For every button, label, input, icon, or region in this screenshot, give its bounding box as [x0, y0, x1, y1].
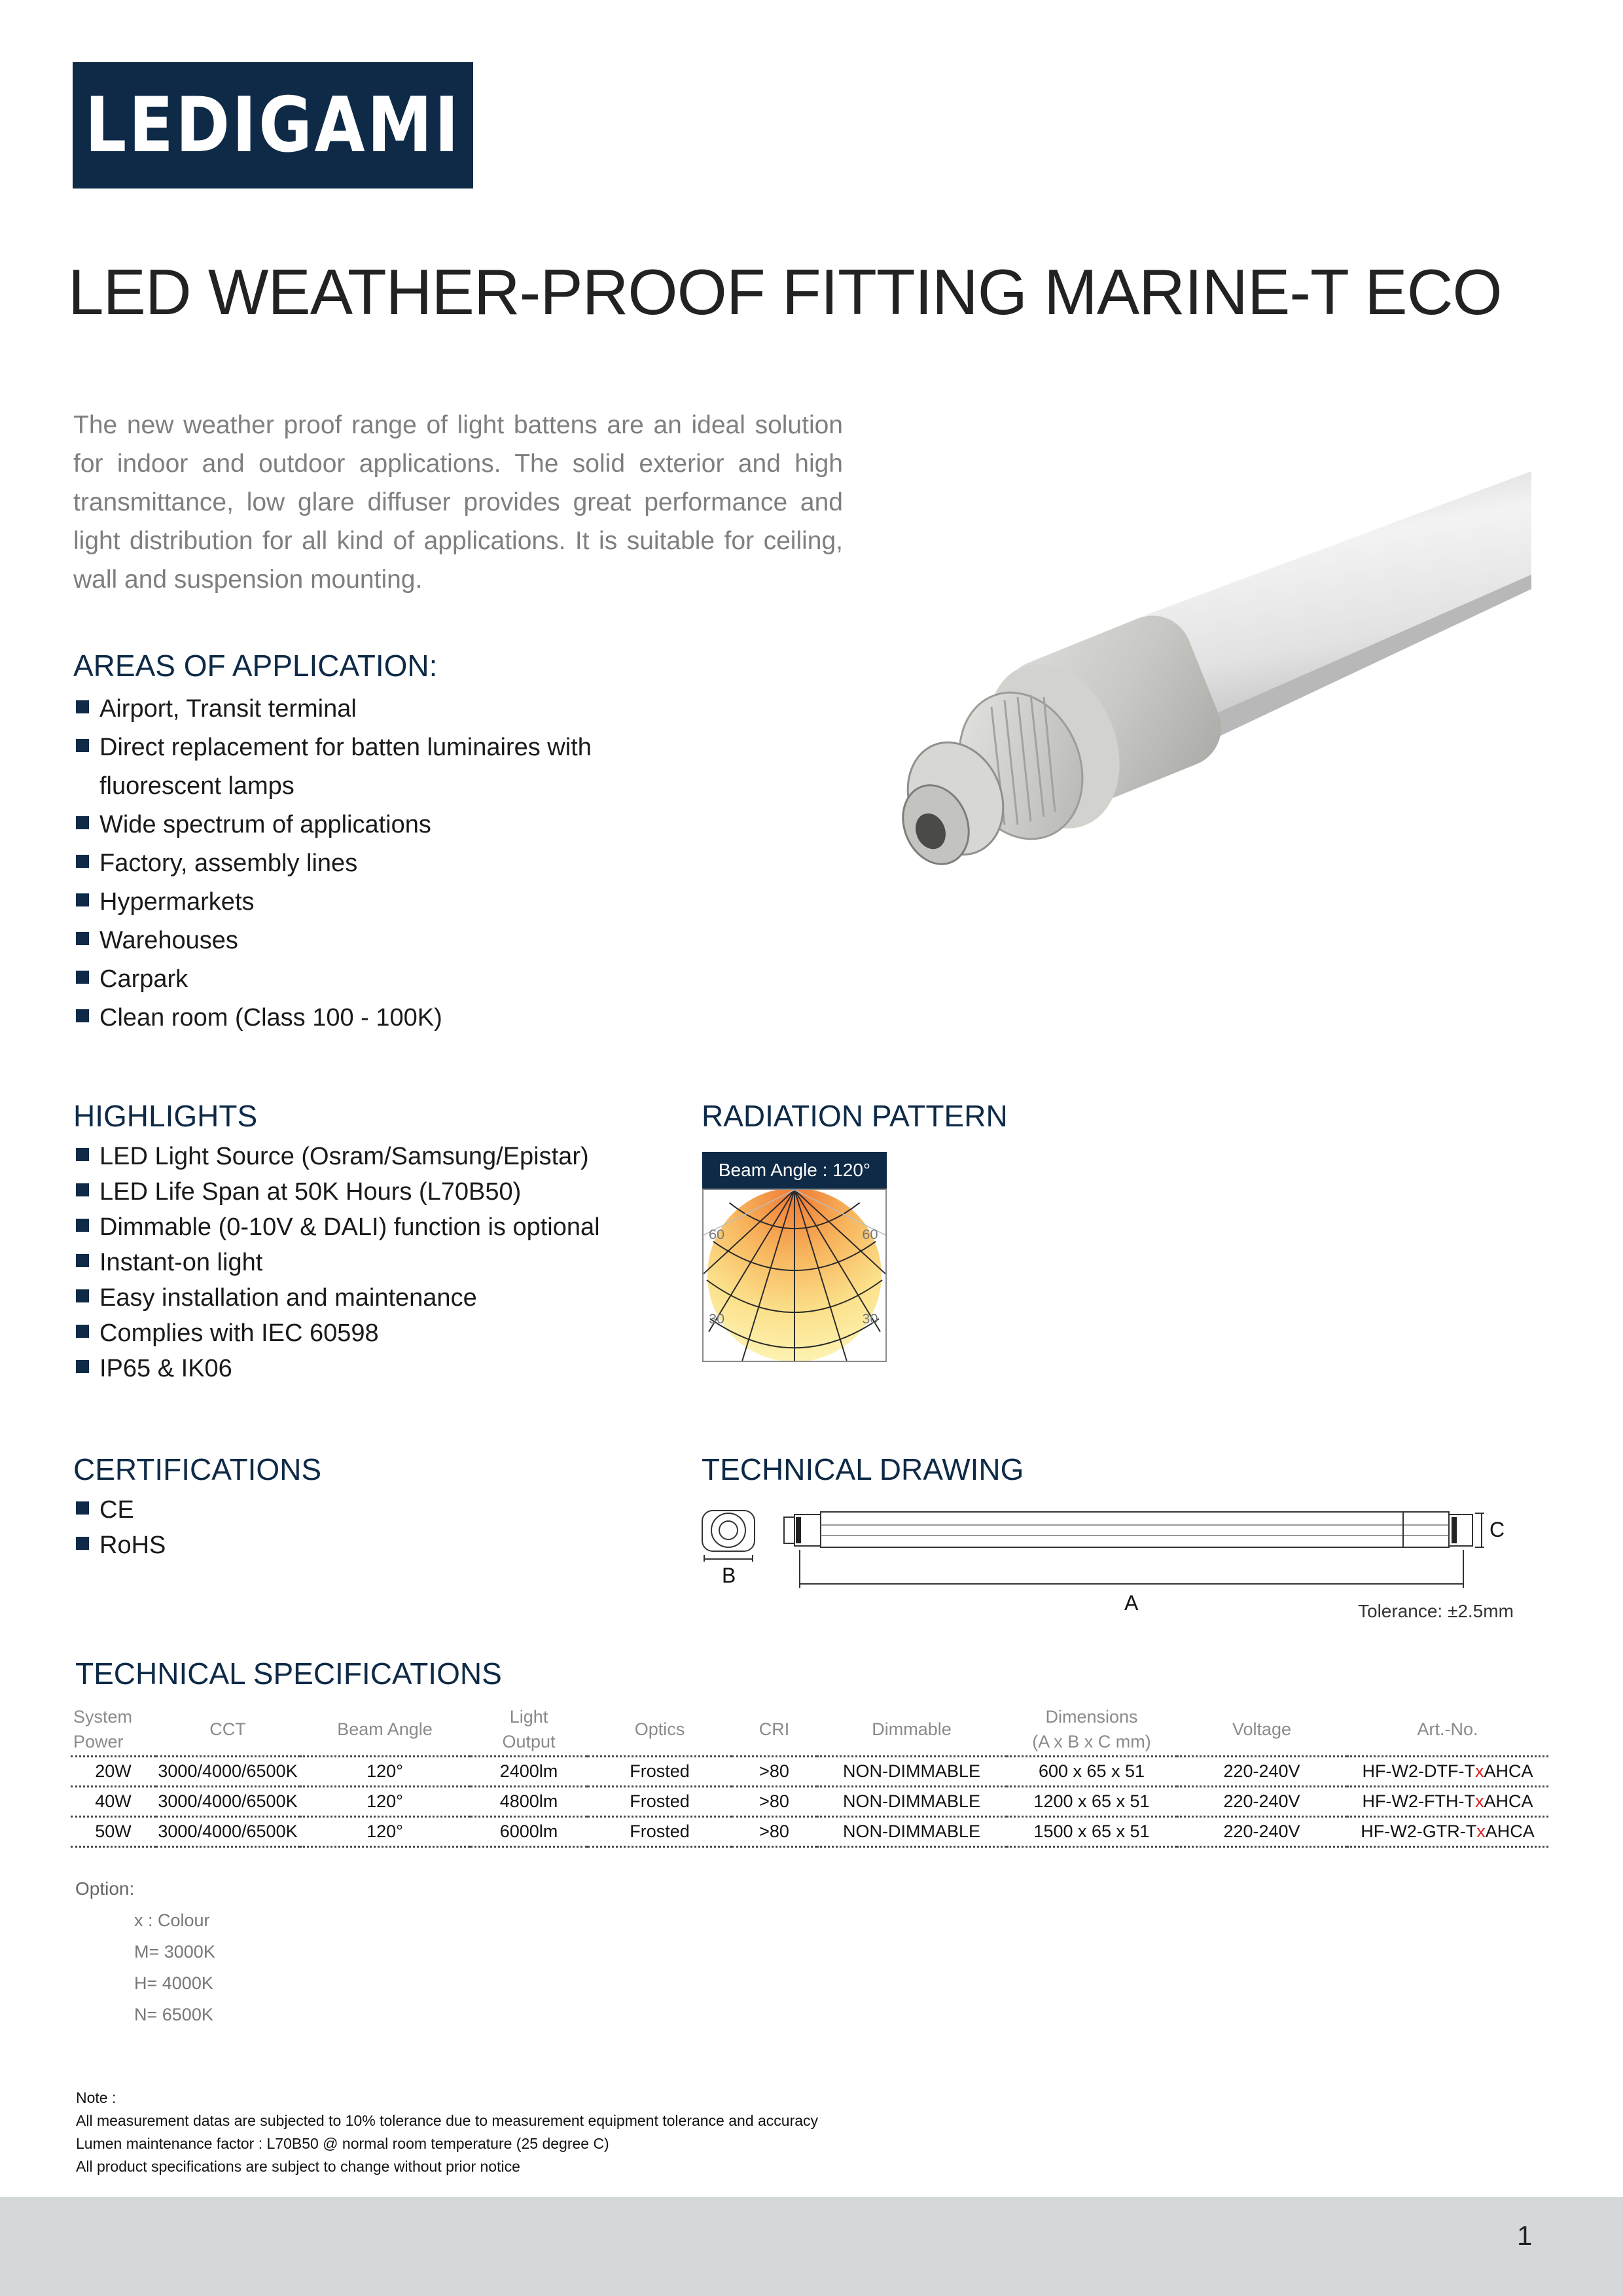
header-optics: Optics: [634, 1719, 685, 1739]
cell-output: 2400lm: [470, 1757, 588, 1787]
areas-heading: AREAS OF APPLICATION:: [73, 649, 438, 683]
angle-label: 30: [862, 1310, 878, 1327]
cell-dimmable: NON-DIMMABLE: [817, 1787, 1007, 1817]
list-item: Easy installation and maintenance: [73, 1280, 702, 1316]
list-item: Instant-on light: [73, 1245, 702, 1280]
page-title: LED WEATHER-PROOF FITTING MARINE-T ECO: [68, 256, 1502, 328]
note-line: All product specifications are subject to change without prior notice: [76, 2158, 520, 2175]
dimension-a-label: A: [1124, 1591, 1139, 1615]
option-item: M= 3000K: [134, 1942, 215, 1962]
certifications-heading: CERTIFICATIONS: [73, 1452, 322, 1486]
list-item: CE: [73, 1492, 401, 1528]
footer-band: [0, 2197, 1623, 2296]
cell-beam: 120°: [300, 1817, 470, 1847]
dimension-c-label: C: [1489, 1518, 1505, 1541]
cell-art-no: HF-W2-DTF-TxAHCA: [1347, 1757, 1548, 1787]
table-row: [71, 1757, 1548, 1787]
cell-optics: Frosted: [588, 1817, 732, 1847]
list-item: Carpark: [73, 960, 662, 999]
cell-output: 6000lm: [470, 1817, 588, 1847]
header-art-no: Art.-No.: [1417, 1719, 1478, 1739]
cell-optics: Frosted: [588, 1757, 732, 1787]
areas-list: [73, 690, 662, 1037]
option-label: Option:: [75, 1878, 135, 1899]
specs-table: [71, 1703, 1548, 1848]
list-item: Airport, Transit terminal: [73, 690, 662, 728]
note-block: [76, 2087, 818, 2178]
cell-voltage: 220-240V: [1177, 1817, 1347, 1847]
list-item: LED Light Source (Osram/Samsung/Epistar): [73, 1139, 702, 1174]
cell-cct: 3000/4000/6500K: [156, 1787, 300, 1817]
header-beam-angle: Beam Angle: [337, 1719, 433, 1739]
option-item: H= 4000K: [134, 1973, 213, 1993]
cell-art-no: HF-W2-GTR-TxAHCA: [1347, 1817, 1548, 1847]
header-dimmable: Dimmable: [872, 1719, 952, 1739]
product-image: [648, 458, 1531, 942]
note-label: Note :: [76, 2089, 116, 2106]
highlights-heading: HIGHLIGHTS: [73, 1099, 258, 1133]
cell-power: 20W: [71, 1757, 156, 1787]
list-item: Dimmable (0-10V & DALI) function is optional: [73, 1210, 702, 1245]
note-line: All measurement datas are subjected to 10% tolerance due to measurement equipment tolerance and accuracy: [76, 2112, 819, 2129]
table-row: [71, 1817, 1548, 1847]
drawing-heading: TECHNICAL DRAWING: [702, 1452, 1024, 1486]
list-item: Direct replacement for batten luminaires with fluorescent lamps: [73, 728, 636, 806]
cell-voltage: 220-240V: [1177, 1787, 1347, 1817]
header-cri: CRI: [758, 1719, 790, 1739]
intro-paragraph: The new weather proof range of light battens are an ideal solution for indoor and outdoor applications. The solid exterior and high transmittance, low glare diffuser provides great performance and light distribution for all kind of applications. It is suitable for ceiling, wall and suspension mounting.: [73, 411, 843, 594]
list-item: IP65 & IK06: [73, 1351, 702, 1386]
list-item: Factory, assembly lines: [73, 844, 662, 883]
logo-text: LEDIGAMI: [84, 81, 461, 170]
cell-optics: Frosted: [588, 1787, 732, 1817]
list-item: Wide spectrum of applications: [73, 806, 662, 844]
cell-cri: >80: [732, 1757, 817, 1787]
cell-dimensions: 600 x 65 x 51: [1007, 1757, 1177, 1787]
cell-cct: 3000/4000/6500K: [156, 1817, 300, 1847]
cell-dimensions: 1500 x 65 x 51: [1007, 1817, 1177, 1847]
cell-beam: 120°: [300, 1787, 470, 1817]
cell-cri: >80: [732, 1787, 817, 1817]
cell-cri: >80: [732, 1817, 817, 1847]
specs-heading: TECHNICAL SPECIFICATIONS: [75, 1657, 502, 1691]
angle-label: 30: [709, 1310, 725, 1327]
table-header-row: [71, 1703, 1548, 1757]
angle-label: 60: [709, 1225, 725, 1242]
list-item: Complies with IEC 60598: [73, 1316, 702, 1351]
cell-cct: 3000/4000/6500K: [156, 1757, 300, 1787]
page-number: 1: [1517, 2220, 1533, 2251]
cell-art-no: HF-W2-FTH-TxAHCA: [1347, 1787, 1548, 1817]
header-dimensions: Dimensions (A x B x C mm): [1032, 1707, 1151, 1751]
radiation-heading: RADIATION PATTERN: [702, 1099, 1008, 1133]
certifications-list: [73, 1492, 401, 1563]
option-list: [134, 1905, 215, 2030]
table-row: [71, 1787, 1548, 1817]
list-item: RoHS: [73, 1528, 401, 1563]
beam-angle-label: Beam Angle : 120°: [702, 1152, 887, 1189]
cell-dimensions: 1200 x 65 x 51: [1007, 1787, 1177, 1817]
cell-power: 40W: [71, 1787, 156, 1817]
header-cct: CCT: [209, 1719, 246, 1739]
list-item: Clean room (Class 100 - 100K): [73, 999, 662, 1037]
list-item: Hypermarkets: [73, 883, 662, 922]
header-voltage: Voltage: [1232, 1719, 1292, 1739]
cell-dimmable: NON-DIMMABLE: [817, 1757, 1007, 1787]
option-item: N= 6500K: [134, 2005, 213, 2024]
header-light-output: Light Output: [502, 1707, 556, 1751]
list-item: LED Life Span at 50K Hours (L70B50): [73, 1174, 702, 1210]
angle-label: 60: [862, 1225, 878, 1242]
cell-dimmable: NON-DIMMABLE: [817, 1817, 1007, 1847]
radiation-diagram: [702, 1189, 887, 1362]
list-item: Warehouses: [73, 922, 662, 960]
cell-voltage: 220-240V: [1177, 1757, 1347, 1787]
dimension-b-label: B: [722, 1564, 736, 1587]
brand-logo: [73, 62, 473, 188]
cell-output: 4800lm: [470, 1787, 588, 1817]
cell-power: 50W: [71, 1817, 156, 1847]
note-line: Lumen maintenance factor : L70B50 @ normal room temperature (25 degree C): [76, 2135, 609, 2152]
cell-beam: 120°: [300, 1757, 470, 1787]
option-item: x : Colour: [134, 1910, 210, 1930]
header-system-power: System Power: [73, 1707, 133, 1751]
tolerance-note: Tolerance: ±2.5mm: [1358, 1601, 1514, 1621]
highlights-list: [73, 1139, 702, 1386]
